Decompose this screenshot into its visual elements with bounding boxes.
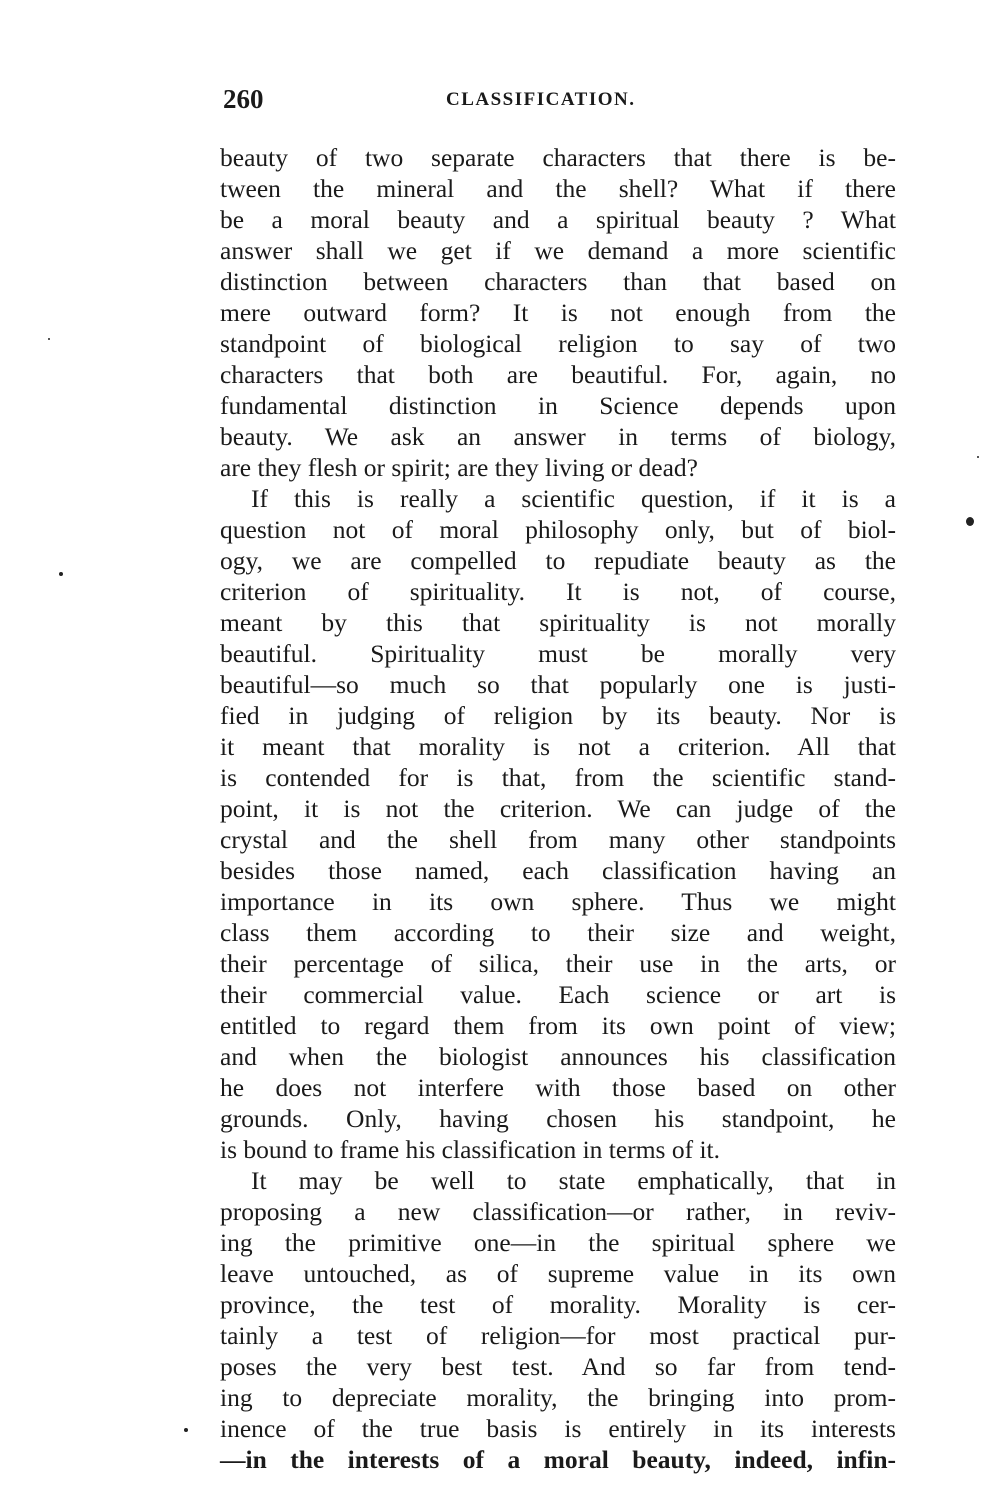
text-line: be a moral beauty and a spiritual beauty ? What [220,205,896,234]
ink-speck [966,517,974,526]
ink-speck [184,1428,188,1432]
ink-speck [48,338,50,340]
text-line: he does not interfere with those based on other [220,1073,896,1102]
text-line: ing to depreciate morality, the bringing into prom- [220,1383,896,1412]
ink-speck [977,456,979,458]
paragraph-first-line: If this is really a scientific question, if it is a [251,484,896,513]
text-line: point, it is not the criterion. We can judge of the [220,794,896,823]
text-line: answer shall we get if we demand a more scientific [220,236,896,265]
text-line: tainly a test of religion—for most practical pur- [220,1321,896,1350]
text-line: leave untouched, as of supreme value in its own [220,1259,896,1288]
text-line: class them according to their size and weight, [220,918,896,947]
text-line: their percentage of silica, their use in the arts, or [220,949,896,978]
paragraph-first-line: It may be well to state emphatically, that in [251,1166,896,1195]
text-line: standpoint of biological religion to say of two [220,329,896,358]
text-line: beauty. We ask an answer in terms of biology, [220,422,896,451]
text-line: fundamental distinction in Science depends upon [220,391,896,420]
text-line: beauty of two separate characters that there is be- [220,143,896,172]
text-line: entitled to regard them from its own point of view; [220,1011,896,1040]
text-line: poses the very best test. And so far from tend- [220,1352,896,1381]
text-line: besides those named, each classification having an [220,856,896,885]
text-line: tween the mineral and the shell? What if there [220,174,896,203]
text-line: meant by this that spirituality is not morally [220,608,896,637]
section-title: CLASSIFICATION. [446,89,636,110]
text-line: crystal and the shell from many other standpoints [220,825,896,854]
text-line: mere outward form? It is not enough from the [220,298,896,327]
text-line: —in the interests of a moral beauty, indeed, infin- [220,1445,896,1474]
text-line: distinction between characters than that based on [220,267,896,296]
page-number: 260 [223,84,264,114]
text-line: is contended for is that, from the scientific stand- [220,763,896,792]
text-line: fied in judging of religion by its beauty. Nor is [220,701,896,730]
text-line: ing the primitive one—in the spiritual sphere we [220,1228,896,1257]
text-line: characters that both are beautiful. For, again, no [220,360,896,389]
text-line: ogy, we are compelled to repudiate beauty as the [220,546,896,575]
text-line: and when the biologist announces his classification [220,1042,896,1071]
body-text [220,142,896,1475]
text-line: criterion of spirituality. It is not, of course, [220,577,896,606]
text-line: province, the test of morality. Morality is cer- [220,1290,896,1319]
text-line: inence of the true basis is entirely in its interests [220,1414,896,1443]
text-line: grounds. Only, having chosen his standpoint, he [220,1104,896,1133]
text-line: beautiful—so much so that popularly one is justi- [220,670,896,699]
ink-speck [59,572,63,576]
text-line: their commercial value. Each science or art is [220,980,896,1009]
running-head [220,82,892,116]
text-line: it meant that morality is not a criterion. All that [220,732,896,761]
paragraph-last-line: is bound to frame his classification in terms of it. [220,1135,720,1164]
text-line: importance in its own sphere. Thus we might [220,887,896,916]
paragraph-last-line: are they flesh or spirit; are they living or dead? [220,453,698,482]
text-line: question not of moral philosophy only, but of biol- [220,515,896,544]
text-line: beautiful. Spirituality must be morally very [220,639,896,668]
text-line: proposing a new classification—or rather, in reviv- [220,1197,896,1226]
